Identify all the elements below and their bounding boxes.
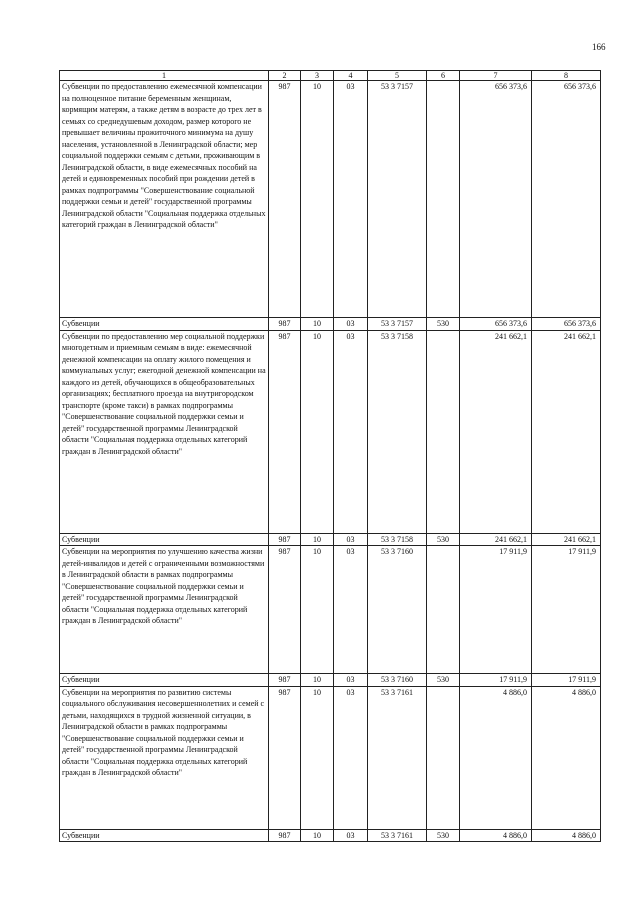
cell-amount: 4 886,0 xyxy=(460,686,532,829)
table-row xyxy=(60,330,601,533)
budget-table xyxy=(59,70,601,842)
cell-amount: 4 886,0 xyxy=(532,686,601,829)
cell-expense-type: 530 xyxy=(427,674,460,687)
row-name: Субвенции xyxy=(60,318,269,331)
column-header: 4 xyxy=(334,71,368,81)
cell-expense-type xyxy=(427,686,460,829)
cell-amount: 17 911,9 xyxy=(460,674,532,687)
cell-target-article: 53 3 7157 xyxy=(368,318,427,331)
cell-ministry-code: 987 xyxy=(269,81,301,318)
row-name: Субвенции xyxy=(60,533,269,546)
cell-amount: 656 373,6 xyxy=(460,81,532,318)
cell-amount: 4 886,0 xyxy=(532,829,601,842)
column-header: 2 xyxy=(269,71,301,81)
cell-ministry-code: 987 xyxy=(269,829,301,842)
cell-amount: 17 911,9 xyxy=(460,546,532,674)
cell-amount: 656 373,6 xyxy=(532,318,601,331)
cell-section: 10 xyxy=(301,546,334,674)
cell-subsection: 03 xyxy=(334,546,368,674)
column-header: 1 xyxy=(60,71,269,81)
row-name: Субвенции xyxy=(60,829,269,842)
table-row xyxy=(60,318,601,331)
cell-expense-type: 530 xyxy=(427,318,460,331)
cell-amount: 4 886,0 xyxy=(460,829,532,842)
column-header: 5 xyxy=(368,71,427,81)
cell-amount: 241 662,1 xyxy=(460,330,532,533)
cell-subsection: 03 xyxy=(334,81,368,318)
cell-target-article: 53 3 7157 xyxy=(368,81,427,318)
table-header-row xyxy=(60,71,601,81)
column-header: 3 xyxy=(301,71,334,81)
cell-ministry-code: 987 xyxy=(269,546,301,674)
cell-section: 10 xyxy=(301,829,334,842)
row-name: Субвенции по предоставлению мер социальной поддержки многодетным и приемным семьям в виде: ежемесячной денежной компенсации на оплату жилого помещения и коммунальных услуг; ежегодной денежной компенсации на каждого из детей, обучающихся в общеобразовательных организациях; бесплатного проезда на внутригородском транспорте (кроме такси) в рамках подпрограммы "Совершенствование социальной поддержки семьи и детей" государственной программы Ленинградской области "Социальная поддержка отдельных категорий граждан в Ленинградской области" xyxy=(60,330,269,533)
cell-amount: 241 662,1 xyxy=(532,533,601,546)
column-header: 6 xyxy=(427,71,460,81)
cell-subsection: 03 xyxy=(334,318,368,331)
cell-ministry-code: 987 xyxy=(269,318,301,331)
cell-section: 10 xyxy=(301,674,334,687)
cell-subsection: 03 xyxy=(334,330,368,533)
cell-section: 10 xyxy=(301,318,334,331)
cell-ministry-code: 987 xyxy=(269,533,301,546)
table-row xyxy=(60,533,601,546)
cell-subsection: 03 xyxy=(334,674,368,687)
cell-expense-type xyxy=(427,81,460,318)
table-row xyxy=(60,546,601,674)
cell-expense-type xyxy=(427,546,460,674)
cell-target-article: 53 3 7158 xyxy=(368,330,427,533)
row-name: Субвенции на мероприятия по развитию системы социального обслуживания несовершеннолетних и семей с детьми, находящихся в трудной жизненной ситуации, в Ленинградской области в рамках подпрограммы "Совершенствование социальной поддержки семьи и детей" государственной программы Ленинградской области "Социальная поддержка отдельных категорий граждан в Ленинградской области" xyxy=(60,686,269,829)
cell-section: 10 xyxy=(301,330,334,533)
cell-expense-type: 530 xyxy=(427,533,460,546)
cell-amount: 17 911,9 xyxy=(532,546,601,674)
row-name: Субвенции на мероприятия по улучшению качества жизни детей-инвалидов и детей с ограниченными возможностями в Ленинградской области в рамках подпрограммы "Совершенствование социальной поддержки семьи и детей" государственной программы Ленинградской области "Социальная поддержка отдельных категорий граждан в Ленинградской области" xyxy=(60,546,269,674)
column-header: 8 xyxy=(532,71,601,81)
table-row xyxy=(60,686,601,829)
cell-expense-type xyxy=(427,330,460,533)
cell-amount: 656 373,6 xyxy=(460,318,532,331)
cell-subsection: 03 xyxy=(334,829,368,842)
cell-section: 10 xyxy=(301,533,334,546)
cell-section: 10 xyxy=(301,686,334,829)
cell-section: 10 xyxy=(301,81,334,318)
cell-target-article: 53 3 7161 xyxy=(368,686,427,829)
table-row xyxy=(60,81,601,318)
page-number: 166 xyxy=(592,42,606,52)
cell-ministry-code: 987 xyxy=(269,686,301,829)
cell-amount: 656 373,6 xyxy=(532,81,601,318)
cell-amount: 241 662,1 xyxy=(532,330,601,533)
cell-ministry-code: 987 xyxy=(269,674,301,687)
column-header: 7 xyxy=(460,71,532,81)
cell-subsection: 03 xyxy=(334,686,368,829)
cell-target-article: 53 3 7161 xyxy=(368,829,427,842)
table-row xyxy=(60,829,601,842)
row-name: Субвенции по предоставлению ежемесячной компенсации на полноценное питание беременным женщинам, кормящим матерям, а также детям в возрасте до трех лет в семьях со среднедушевым доходом, размер которого не превышает величины прожиточного минимума на душу населения, установленной в Ленинградской области; мер социальной поддержки семьям с детьми, проживающим в Ленинградской области, в виде ежемесячных пособий на детей и единовременных пособий при рождении детей в рамках подпрограммы "Совершенствование социальной поддержки семьи и детей" государственной программы Ленинградской области "Социальная поддержка отдельных категорий граждан в Ленинградской области" xyxy=(60,81,269,318)
cell-ministry-code: 987 xyxy=(269,330,301,533)
cell-expense-type: 530 xyxy=(427,829,460,842)
cell-subsection: 03 xyxy=(334,533,368,546)
cell-amount: 241 662,1 xyxy=(460,533,532,546)
cell-amount: 17 911,9 xyxy=(532,674,601,687)
table-row xyxy=(60,674,601,687)
cell-target-article: 53 3 7160 xyxy=(368,546,427,674)
row-name: Субвенции xyxy=(60,674,269,687)
cell-target-article: 53 3 7160 xyxy=(368,674,427,687)
cell-target-article: 53 3 7158 xyxy=(368,533,427,546)
